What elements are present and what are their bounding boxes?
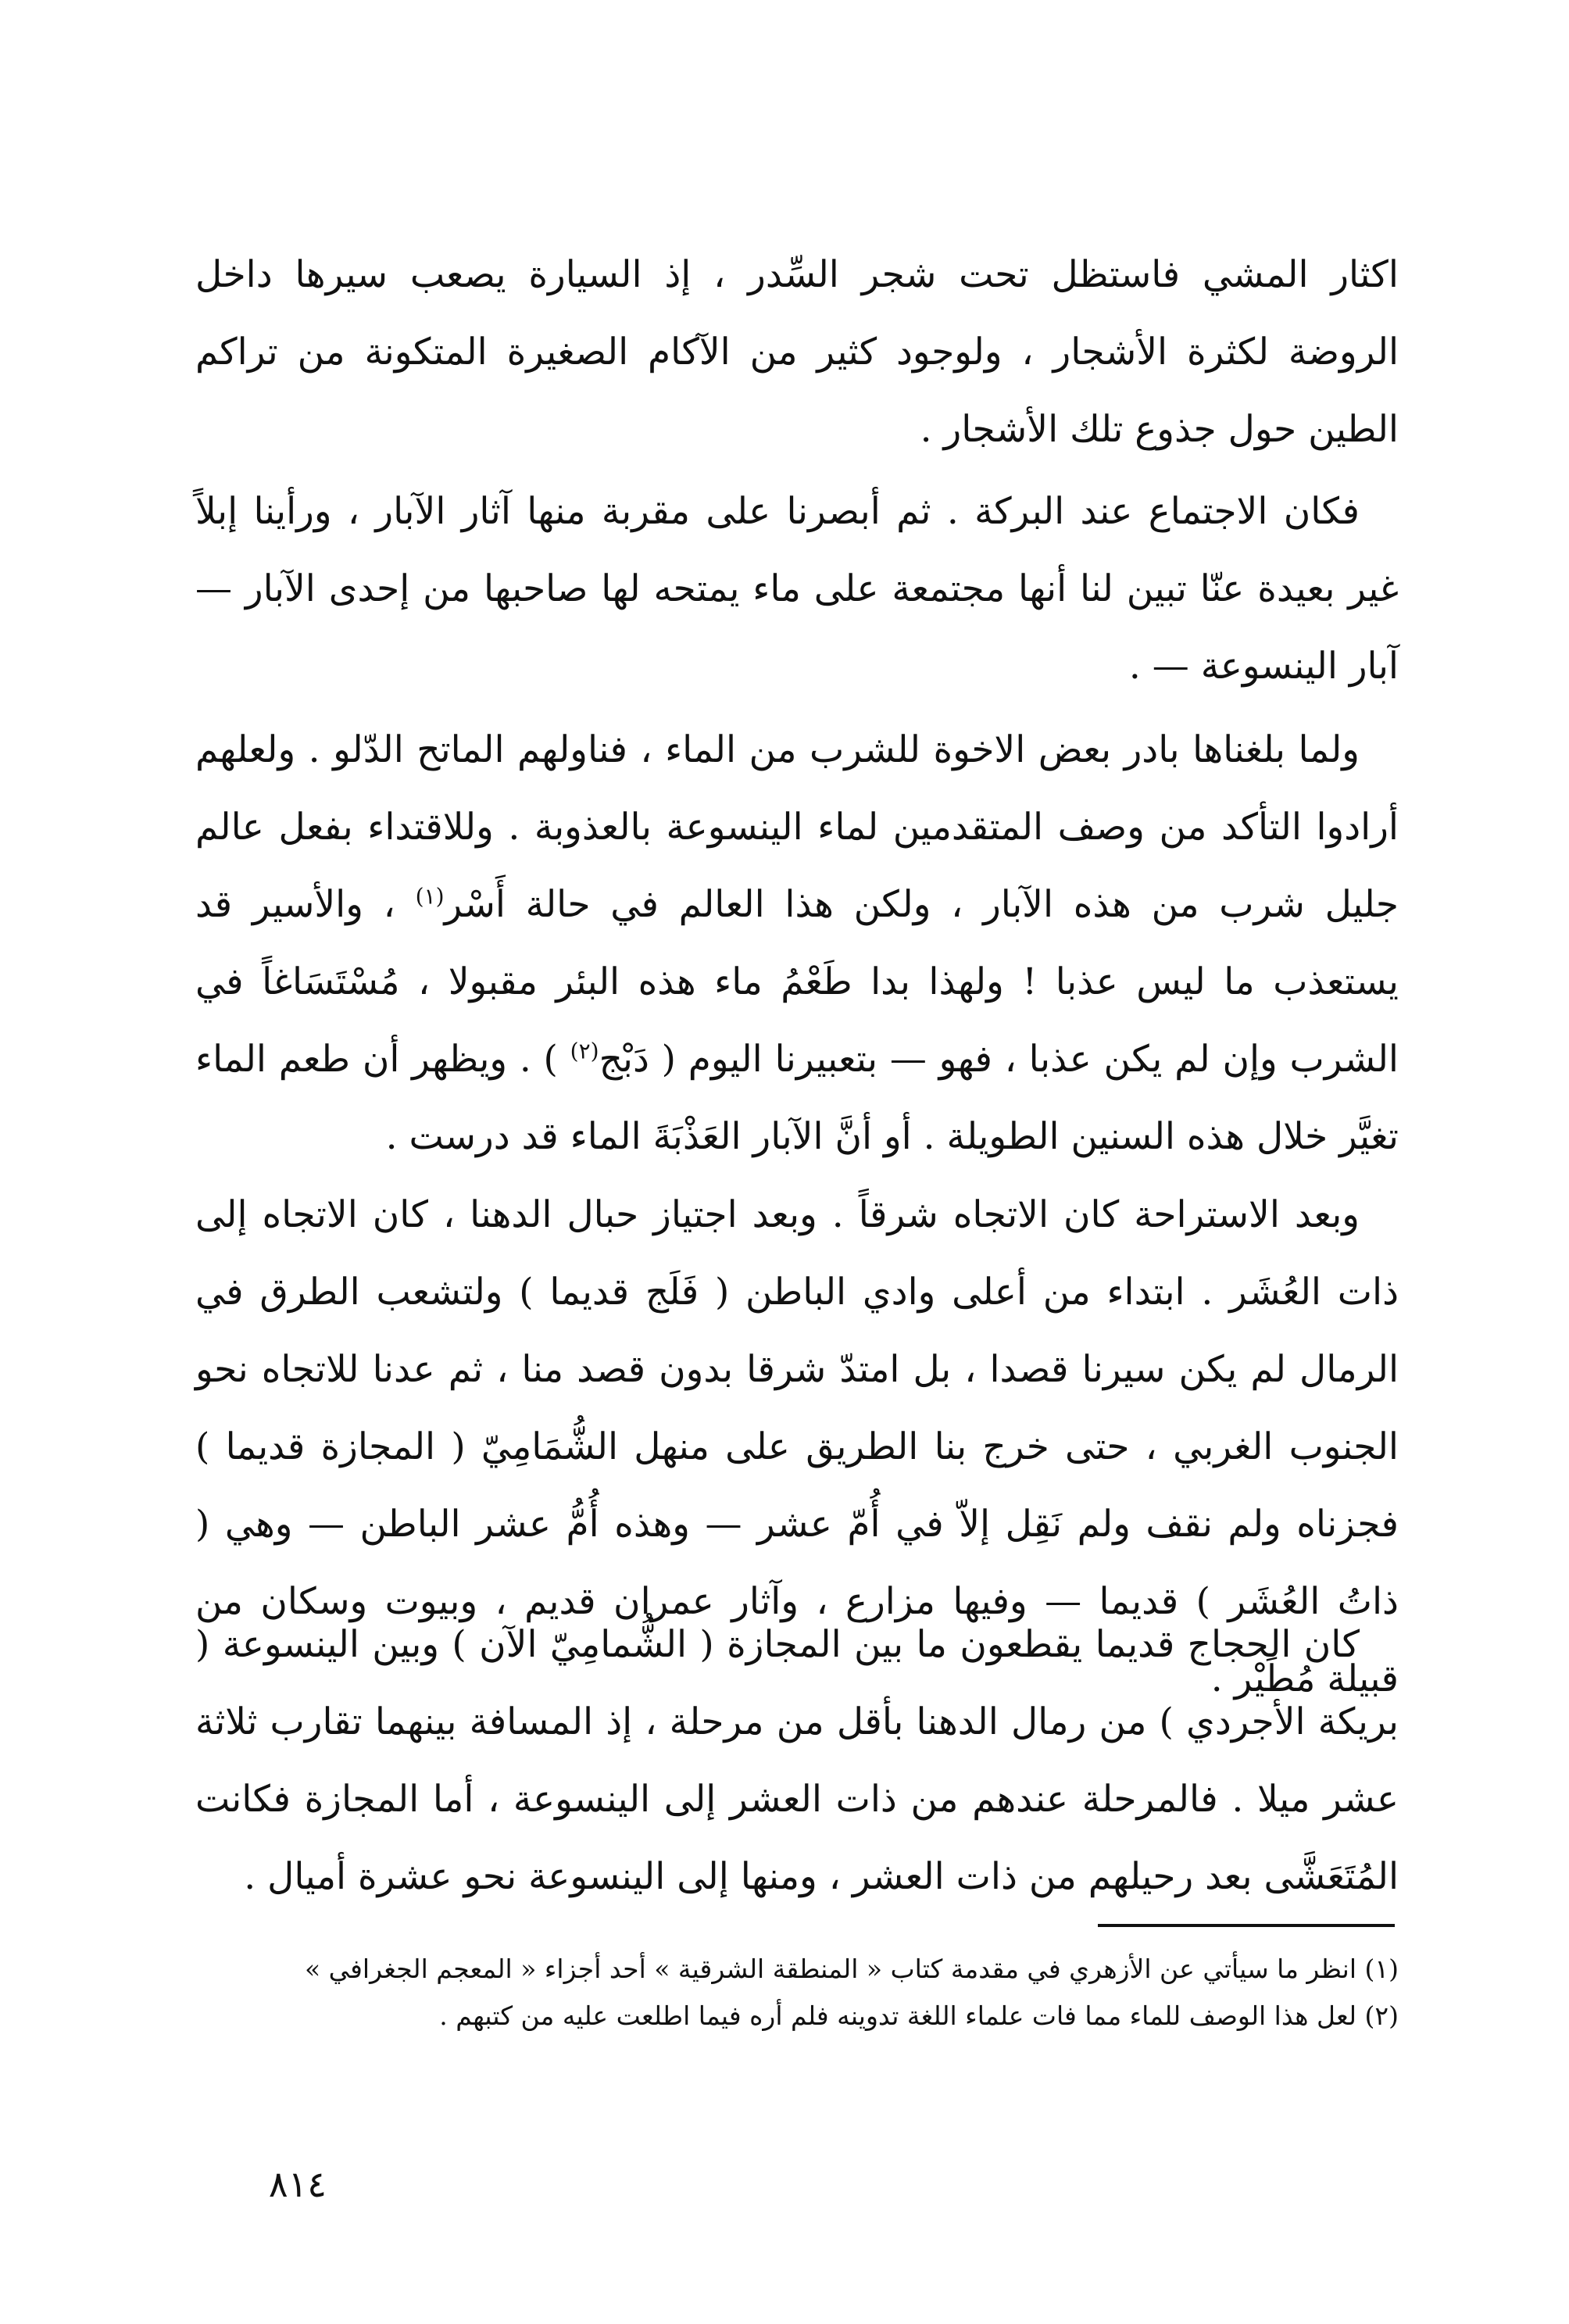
paragraph-3-part-1: ولما بلغناها بادر بعض الاخوة للشرب من الماء ، فناولهم الماتح الدّلو . ولعلهم أرادوا التأكد من وصف المتقدمين لماء الينسوعة بالعذوبة . وللاقتداء بفعل عالم جليل شرب من هذه الآبار ، ولكن هذا العالم في حالة أَسْر (195, 728, 1399, 926)
page-number: ٨١٤ (268, 2163, 327, 2205)
paragraph-3-part-3: ) . ويظهر أن طعم الماء تغيَّر خلال هذه السنين الطويلة . أو أنَّ الآبار العَذْبَةَ الماء قد درست . (195, 1038, 1399, 1158)
footnotes (195, 1946, 1399, 2040)
paragraph-2: فكان الاجتماع عند البركة . ثم أبصرنا على مقربة منها آثار الآبار ، ورأينا إبلاً غير بعيدة عنّا تبين لنا أنها مجتمعة على ماء يمتحه لها صاحبها من إحدى الآبار — آبار الينسوعة — . (195, 490, 1399, 688)
paragraph-5: كان الحجاج قديما يقطعون ما بين المجازة ( الشُّمامِيّ الآن ) وبين الينسوعة ( بريكة الأجردي ) من رمال الدهنا بأقل من مرحلة ، إذ المسافة بينهما تقارب ثلاثة عشر ميلا . فالمرحلة عندهم من ذات العشر إلى الينسوعة ، أما المجازة فكانت المُتَعَشَّى بعد رحيلهم من ذات العشر ، ومنها إلى الينسوعة نحو عشرة أميال . (195, 1623, 1399, 1898)
footnote-reference-1: (١) (415, 883, 445, 910)
paragraph-3 (195, 711, 1399, 1175)
footnote-reference-2: (٢) (570, 1038, 599, 1064)
footnote-1: (١) انظر ما سيأتي عن الأزهري في مقدمة كتاب « المنطقة الشرقية » أحد أجزاء « المعجم الجغرافي » (304, 1954, 1399, 1984)
footnote-2: (٢) لعل هذا الوصف للماء مما فات علماء اللغة تدوينه فلم أره فيما اطلعت عليه من كتبهم . (439, 2000, 1399, 2031)
paragraph-4: وبعد الاستراحة كان الاتجاه شرقاً . وبعد اجتياز حبال الدهنا ، كان الاتجاه إلى ذات العُشَر . ابتداء من أعلى وادي الباطن ( فَلَج قديما ) ولتشعب الطرق في الرمال لم يكن سيرنا قصدا ، بل امتدّ شرقا بدون قصد منا ، ثم عدنا للاتجاه نحو الجنوب الغربي ، حتى خرج بنا الطريق على منهل الشُّمَامِيّ ( المجازة قديما ) فجزناه ولم نقف ولم نَقِل إلاّ في أُمّ عشر — وهذه أُمُّ عشر الباطن — وهي ( ذاتُ العُشَر ) قديما — وفيها مزارع ، وآثار عمران قديم ، وبيوت وسكان من قبيلة مُطَيْر . (195, 1193, 1399, 1700)
paragraph-1: اكثار المشي فاستظل تحت شجر السِّدر ، إذ السيارة يصعب سيرها داخل الروضة لكثرة الأشجار ، ولوجود كثير من الآكام الصغيرة المتكونة من تراكم الطين حول جذوع تلك الأشجار . (195, 253, 1399, 451)
paragraph-3-part-2: ، والأسير قد يستعذب ما ليس عذبا ! ولهذا بدا طَعْمُ ماء هذه البئر مقبولا ، مُسْتَسَاغاً في الشرب وإن لم يكن عذبا ، فهو — بتعبيرنا اليوم ( دَبْج (195, 883, 1399, 1081)
footnote-separator (1098, 1924, 1395, 1927)
